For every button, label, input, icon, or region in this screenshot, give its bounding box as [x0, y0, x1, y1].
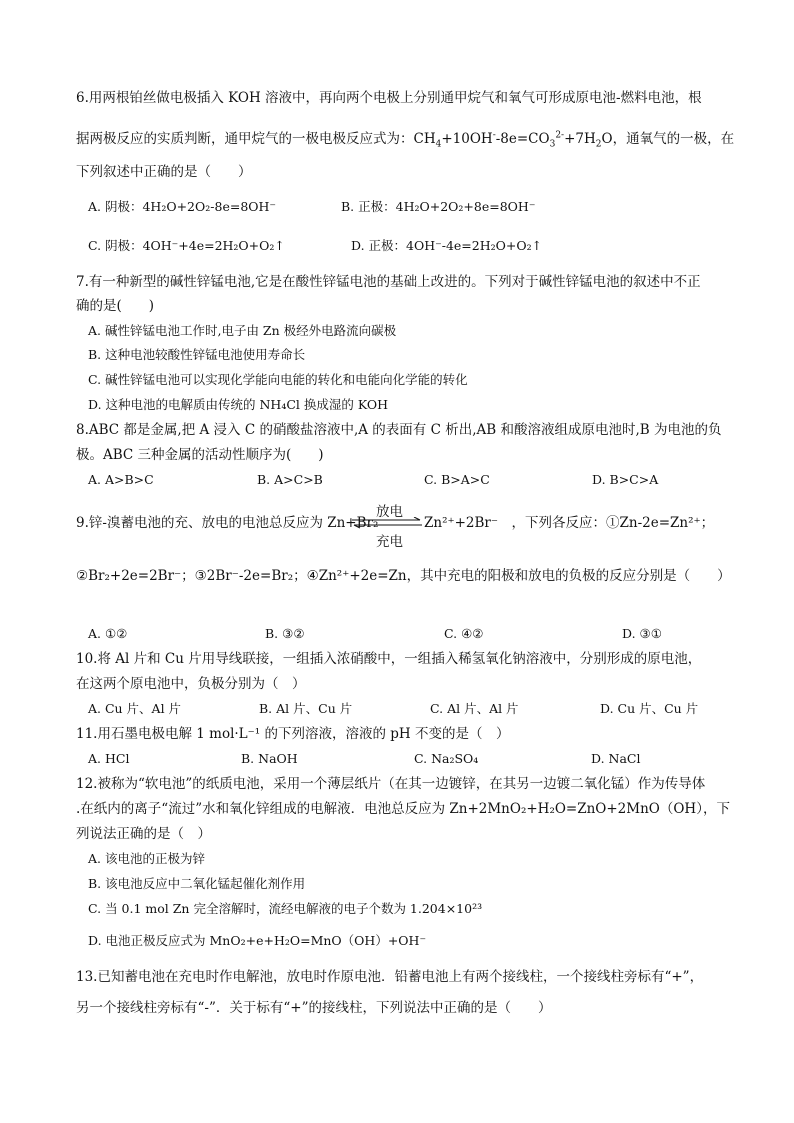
q11-option-a: A. HCl: [88, 751, 130, 766]
arrow-label-charge: 充电: [376, 534, 403, 550]
q8-option-c: C. B>A>C: [424, 472, 490, 487]
q6-option-a: A. 阴极：4H₂O+2O₂-8e=8OH⁻: [88, 199, 277, 214]
q12-line1: 12.被称为“软电池”的纸质电池，采用一个薄层纸片（在其一边镀锌，在其另一边镀二氧化锰）作为传导体: [76, 776, 706, 792]
q7-option-c: C. 碱性锌锰电池可以实现化学能向电能的转化和电能向化学能的转化: [88, 372, 468, 387]
q9-option-c: C. ④②: [444, 626, 484, 641]
q6-option-d: D. 正极：4OH⁻-4e=2H₂O+O₂↑: [351, 238, 543, 253]
q13-line1: 13.已知蓄电池在充电时作电解池，放电时作原电池．铅蓄电池上有两个接线柱，一个接线柱旁标有“+”，: [76, 969, 704, 985]
q12-line2: .在纸内的离子“流过”水和氧化锌组成的电解液．电池总反应为 Zn+2MnO₂+H₂O=ZnO+2MnO（OH），下: [76, 801, 730, 817]
q7-line2: 确的是( ): [76, 298, 155, 314]
q9-option-b: B. ③②: [265, 626, 305, 641]
q9-line2: ②Br₂+2e=2Br⁻；③2Br⁻-2e=Br₂；④Zn²⁺+2e=Zn，其中充电的阳极和放电的负极的反应分别是（ ）: [76, 568, 731, 584]
q6-option-b: B. 正极：4H₂O+2O₂+8e=8OH⁻: [341, 199, 536, 214]
q11-option-b: B. NaOH: [241, 751, 298, 766]
q8-option-d: D. B>C>A: [592, 472, 659, 487]
q12-option-d: D. 电池正极反应式为 MnO₂+e+H₂O=MnO（OH）+OH⁻: [88, 933, 427, 948]
q8-option-b: B. A>C>B: [257, 472, 323, 487]
q6-line3: 下列叙述中正确的是（ ）: [76, 164, 252, 180]
q7-option-d: D. 这种电池的电解质由传统的 NH₄Cl 换成湿的 KOH: [88, 397, 389, 412]
q8-line2: 极。ABC 三种金属的活动性顺序为( ): [76, 447, 324, 463]
q8-line1: 8.ABC 都是金属,把 A 浸入 C 的硝酸盐溶液中,A 的表面有 C 析出,AB 和酸溶液组成原电池时,B 为电池的负: [76, 422, 722, 438]
q13-line2: 另一个接线柱旁标有“-”．关于标有“+”的接线柱，下列说法中正确的是（ ）: [76, 1000, 552, 1016]
q12-option-a: A. 该电池的正极为锌: [88, 851, 205, 866]
q8-option-a: A. A>B>C: [88, 472, 154, 487]
q12-option-c: C. 当 0.1 mol Zn 完全溶解时，流经电解液的电子个数为 1.204×10²³: [88, 901, 483, 916]
q6-line1: 6.用两根铂丝做电极插入 KOH 溶液中，再向两个电极上分别通甲烷气和氧气可形成原电池-燃料电池，根: [76, 90, 702, 106]
q12-line3: 列说法正确的是（ ）: [76, 826, 211, 842]
q10-option-b: B. Al 片、Cu 片: [259, 701, 353, 716]
q11-option-c: C. Na₂SO₄: [414, 751, 479, 766]
q11-line1: 11.用石墨电极电解 1 mol·L⁻¹ 的下列溶液，溶液的 pH 不变的是（ ）: [76, 726, 510, 742]
q12-option-b: B. 该电池反应中二氧化锰起催化剂作用: [88, 876, 306, 891]
q10-line1: 10.将 Al 片和 Cu 片用导线联接，一组插入浓硝酸中，一组插入稀氢氧化钠溶液中，分别形成的原电池，: [76, 651, 702, 667]
q7-line1: 7.有一种新型的碱性锌锰电池,它是在酸性锌锰电池的基础上改进的。下列对于碱性锌锰电池的叙述中不正: [76, 274, 701, 290]
reversible-reaction-arrow: [352, 500, 422, 550]
q11-option-d: D. NaCl: [591, 751, 641, 766]
q6-option-c: C. 阴极：4OH⁻+4e=2H₂O+O₂↑: [88, 238, 285, 253]
q7-option-a: A. 碱性锌锰电池工作时,电子由 Zn 极经外电路流向碳极: [88, 323, 397, 338]
equilibrium-arrows-icon: [352, 517, 422, 529]
q9-option-d: D. ③①: [622, 626, 662, 641]
q9-option-a: A. ①②: [88, 626, 128, 641]
q7-option-b: B. 这种电池较酸性锌锰电池使用寿命长: [88, 347, 306, 362]
q10-option-c: C. Al 片、Al 片: [430, 701, 519, 716]
q9-line1-start: 9.锌-溴蓄电池的充、放电的电池总反应为 Zn+Br₂: [76, 515, 379, 531]
arrow-label-discharge: 放电: [376, 504, 403, 520]
q9-line1-end: Zn²⁺+2Br⁻ ，下列各反应：①Zn-2e=Zn²⁺；: [424, 515, 715, 531]
q10-option-d: D. Cu 片、Cu 片: [600, 701, 699, 716]
q10-line2: 在这两个原电池中，负极分别为（ ）: [76, 676, 306, 692]
q6-line2: 据两极反应的实质判断，通甲烷气的一极电极反应式为：$CH_4+10OH^--8e=CO_3^{2-}+7H_2O$，通氧气的一极，在: [76, 130, 735, 150]
q10-option-a: A. Cu 片、Al 片: [88, 701, 182, 716]
